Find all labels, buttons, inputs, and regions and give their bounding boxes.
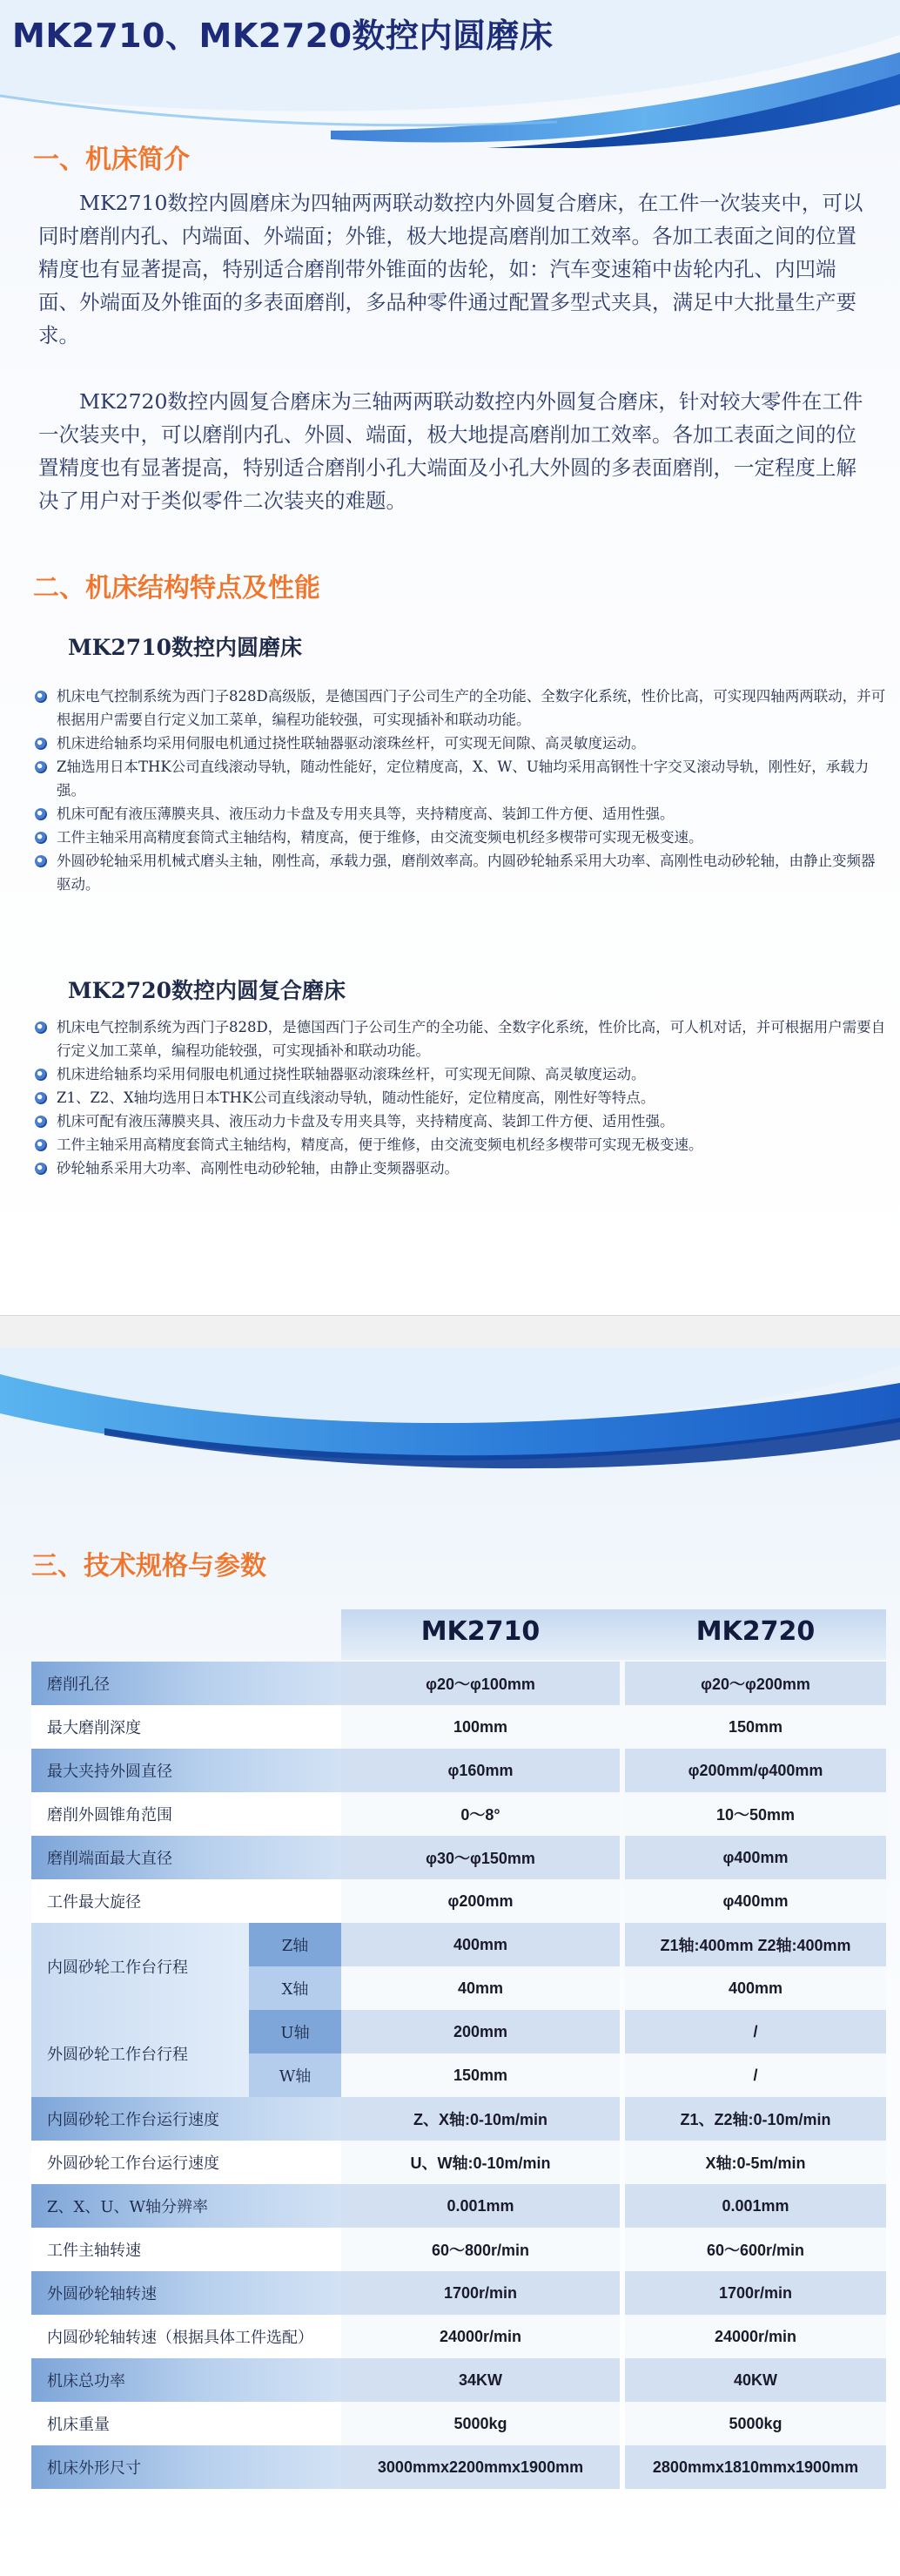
- mk2720-value: 400mm: [625, 1966, 886, 2010]
- mk2720-value: 150mm: [625, 1705, 886, 1749]
- table-row: [31, 1879, 876, 1923]
- mk2720-value: 10～50mm: [625, 1792, 886, 1836]
- bullet-icon: [35, 855, 47, 867]
- table-row: [31, 2228, 876, 2271]
- feature-item: 机床进给轴系均采用伺服电机通过挠性联轴器驱动滚珠丝杆，可实现无间隙、高灵敏度运动。: [35, 1062, 888, 1086]
- row-label: 内圆砂轮工作台运行速度: [31, 2097, 357, 2141]
- row-label: 磨削孔径: [31, 1662, 357, 1705]
- bullet-icon: [35, 1139, 47, 1151]
- table-row-group: [31, 1923, 876, 2010]
- row-label: 工件最大旋径: [31, 1879, 357, 1923]
- mk2710-value: 3000mmx2200mmx1900mm: [341, 2445, 620, 2489]
- mk2720-feature-list: [35, 1015, 888, 1180]
- mk2710-features-title: MK2710数控内圆磨床: [68, 635, 302, 660]
- feature-item: 机床可配有液压薄膜夹具、液压动力卡盘及专用夹具等，夹持精度高、装卸工件方便、适用性强。: [35, 802, 888, 826]
- mk2720-value: 0.001mm: [625, 2184, 886, 2228]
- row-label: 机床重量: [31, 2402, 357, 2445]
- intro-paragraph-mk2720: MK2720数控内圆复合磨床为三轴两两联动数控内外圆复合磨床，针对较大零件在工件一次装夹中，可以磨削内孔、外圆、端面，极大地提高磨削加工效率。各加工表面之间的位置精度也有显著提高，特别适合磨削小孔大端面及小孔大外圆的多表面磨削，一定程度上解决了用户对于类似零件二次装夹的难题。: [38, 389, 863, 513]
- mk2710-value: 40mm: [341, 1966, 620, 2010]
- table-row: [31, 1792, 876, 1836]
- table-row: [31, 1836, 876, 1879]
- bullet-icon: [35, 808, 47, 820]
- mk2720-value: 1700r/min: [625, 2271, 886, 2315]
- row-label: 磨削外圆锥角范围: [31, 1792, 357, 1836]
- bullet-icon: [35, 738, 47, 750]
- mk2710-value: 150mm: [341, 2053, 620, 2097]
- mk2720-value: 24000r/min: [625, 2315, 886, 2358]
- feature-item: 外圆砂轮轴采用机械式磨头主轴，刚性高，承载力强，磨削效率高。内圆砂轮轴系采用大功率、高刚性电动砂轮轴，由静止变频器驱动。: [35, 849, 888, 896]
- bullet-icon: [35, 1116, 47, 1128]
- mk2710-value: φ200mm: [341, 1879, 620, 1923]
- mk2720-value: X轴:0-5m/min: [625, 2141, 886, 2184]
- table-row: [31, 2097, 876, 2141]
- mk2710-value: 200mm: [341, 2010, 620, 2053]
- mk2710-value: 24000r/min: [341, 2315, 620, 2358]
- bullet-icon: [35, 1163, 47, 1175]
- row-label: 工件主轴转速: [31, 2228, 357, 2271]
- row-label: Z、X、U、W轴分辨率: [31, 2184, 357, 2228]
- feature-item: 机床进给轴系均采用伺服电机通过挠性联轴器驱动滚珠丝杆，可实现无间隙、高灵敏度运动。: [35, 732, 888, 755]
- table-row: [31, 2445, 876, 2489]
- mk2710-feature-list: [35, 684, 888, 896]
- feature-item: Z1、Z2、X轴均选用日本THK公司直线滚动导轨，随动性能好，定位精度高，刚性好等特点。: [35, 1086, 888, 1109]
- feature-item: 工件主轴采用高精度套筒式主轴结构，精度高，便于维修，由交流变频电机经多楔带可实现无极变速。: [35, 826, 888, 849]
- table-row: [31, 2358, 876, 2402]
- feature-item: 机床可配有液压薄膜夹具、液压动力卡盘及专用夹具等，夹持精度高、装卸工件方便、适用性强。: [35, 1109, 888, 1133]
- row-label: 外圆砂轮工作台运行速度: [31, 2141, 357, 2184]
- mk2710-value: 0.001mm: [341, 2184, 620, 2228]
- mk2720-value: 2800mmx1810mmx1900mm: [625, 2445, 886, 2489]
- row-label: 机床总功率: [31, 2358, 357, 2402]
- intro-paragraph-mk2710: MK2710数控内圆磨床为四轴两两联动数控内外圆复合磨床，在工件一次装夹中，可以同时磨削内孔、内端面、外端面；外锥，极大地提高磨削加工效率。各加工表面之间的位置精度也有显著提高，特别适合磨削带外锥面的齿轮，如：汽车变速箱中齿轮内孔、内凹端面、外端面及外锥面的多表面磨削，多品种零件通过配置多型式夹具，满足中大批量生产要求。: [38, 191, 863, 347]
- mk2720-value: φ400mm: [625, 1836, 886, 1879]
- mk2720-value: φ200mm/φ400mm: [625, 1749, 886, 1792]
- feature-item: 砂轮轴系采用大功率、高刚性电动砂轮轴，由静止变频器驱动。: [35, 1157, 888, 1180]
- column-header-mk2720: MK2720: [695, 1616, 816, 1647]
- bullet-icon: [35, 1022, 47, 1034]
- table-row: [31, 1749, 876, 1792]
- brochure-page-2: [0, 1348, 900, 2576]
- table-row-group: [31, 2010, 876, 2097]
- bullet-icon: [35, 761, 47, 773]
- axis-label: X轴: [249, 1966, 341, 2010]
- mk2720-value: 60～600r/min: [625, 2228, 886, 2271]
- mk2710-value: 0～8°: [341, 1792, 620, 1836]
- section-heading-features: 二、机床结构特点及性能: [33, 573, 320, 604]
- row-label: 外圆砂轮工作台行程: [31, 2010, 265, 2097]
- mk2710-value: 100mm: [341, 1705, 620, 1749]
- row-label: 内圆砂轮轴转速（根据具体工件选配）: [31, 2315, 357, 2358]
- table-row: [31, 2184, 876, 2228]
- axis-label: U轴: [249, 2010, 341, 2053]
- feature-item: 机床电气控制系统为西门子828D，是德国西门子公司生产的全功能、全数字化系统，性价比高，可人机对话，并可根据用户需要自行定义加工菜单，编程功能较强，可实现插补和联动功能。: [35, 1015, 888, 1062]
- mk2720-value: Z1、Z2轴:0-10m/min: [625, 2097, 886, 2141]
- page-separator: [0, 1315, 900, 1349]
- row-label: 最大磨削深度: [31, 1705, 357, 1749]
- mk2720-value: φ20～φ200mm: [625, 1662, 886, 1705]
- mk2720-value: /: [625, 2010, 886, 2053]
- mk2710-value: U、W轴:0-10m/min: [341, 2141, 620, 2184]
- table-row: [31, 2315, 876, 2358]
- mk2710-value: 400mm: [341, 1923, 620, 1966]
- mk2710-value: Z、X轴:0-10m/min: [341, 2097, 620, 2141]
- mk2710-value: 60～800r/min: [341, 2228, 620, 2271]
- feature-item: 工件主轴采用高精度套筒式主轴结构，精度高，便于维修，由交流变频电机经多楔带可实现无极变速。: [35, 1133, 888, 1157]
- bullet-icon: [35, 691, 47, 703]
- mk2710-value: φ160mm: [341, 1749, 620, 1792]
- feature-item: 机床电气控制系统为西门子828D高级版，是德国西门子公司生产的全功能、全数字化系统，性价比高，可实现四轴两两联动，并可根据用户需要自行定义加工菜单，编程功能较强，可实现插补和联动功能。: [35, 684, 888, 732]
- column-header-mk2710: MK2710: [420, 1616, 541, 1647]
- mk2720-value: 5000kg: [625, 2402, 886, 2445]
- mk2720-value: φ400mm: [625, 1879, 886, 1923]
- mk2710-value: 34KW: [341, 2358, 620, 2402]
- row-label: 内圆砂轮工作台行程: [31, 1923, 265, 2010]
- row-label: 外圆砂轮轴转速: [31, 2271, 357, 2315]
- section-heading-intro: 一、机床简介: [33, 145, 190, 175]
- feature-item: Z轴选用日本THK公司直线滚动导轨，随动性能好，定位精度高，X、W、U轴均采用高钢性十字交叉滚动导轨，刚性好，承载力强。: [35, 755, 888, 802]
- section-heading-specs: 三、技术规格与参数: [31, 1551, 266, 1581]
- bullet-icon: [35, 832, 47, 844]
- bullet-icon: [35, 1069, 47, 1081]
- mk2720-value: 40KW: [625, 2358, 886, 2402]
- table-row: [31, 2141, 876, 2184]
- row-label: 磨削端面最大直径: [31, 1836, 357, 1879]
- mk2720-features-title: MK2720数控内圆复合磨床: [68, 978, 346, 1003]
- spec-table: [0, 1348, 900, 2576]
- axis-label: Z轴: [249, 1923, 341, 1966]
- table-row: [31, 1705, 876, 1749]
- document-title: MK2710、MK2720数控内圆磨床: [12, 17, 554, 55]
- row-label: 机床外形尺寸: [31, 2445, 357, 2489]
- table-row: [31, 2271, 876, 2315]
- mk2710-value: φ20～φ100mm: [341, 1662, 620, 1705]
- mk2720-value: Z1轴:400mm Z2轴:400mm: [625, 1923, 886, 1966]
- mk2710-value: φ30～φ150mm: [341, 1836, 620, 1879]
- table-row: [31, 2402, 876, 2445]
- axis-label: W轴: [249, 2053, 341, 2097]
- mk2720-value: /: [625, 2053, 886, 2097]
- table-row: [31, 1662, 876, 1705]
- bullet-icon: [35, 1092, 47, 1104]
- mk2710-value: 5000kg: [341, 2402, 620, 2445]
- mk2710-value: 1700r/min: [341, 2271, 620, 2315]
- row-label: 最大夹持外圆直径: [31, 1749, 357, 1792]
